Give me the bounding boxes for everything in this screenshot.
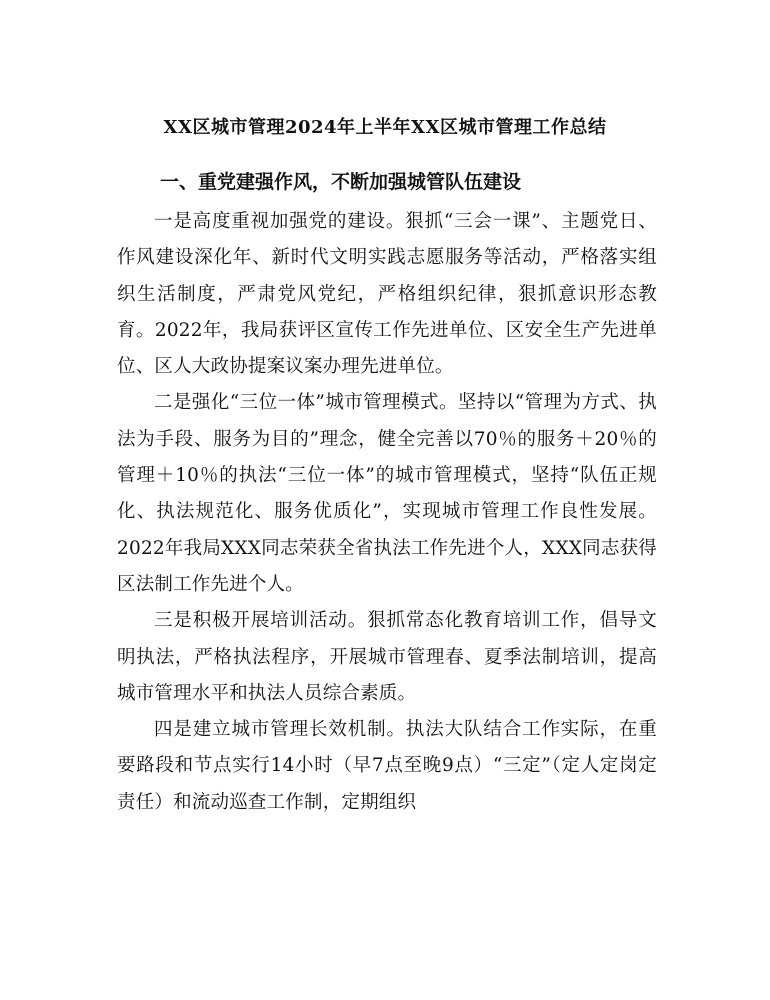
section-heading: 一、重党建强作风，不断加强城管队伍建设 [160, 171, 522, 193]
paragraph-2: 二是强化“三位一体”城市管理模式。坚持以“管理为方式、执法为手段、服务为目的”理念，健全完善以70％的服务＋20％的管理＋10％的执法“三位一体”的城市管理模式，坚持“队伍正规化、执法规范化、服务优质化”，实现城市管理工作良性发展。2022年我局XXX同志荣获全省执法工作先进个人，XXX同志获得区法制工作先进个人。 [117, 392, 657, 595]
paragraph-3: 三是积极开展培训活动。狠抓常态化教育培训工作，倡导文明执法，严格执法程序，开展城市管理春、夏季法制培训，提高城市管理水平和执法人员综合素质。 [117, 610, 657, 704]
document-body [117, 204, 657, 821]
paragraph-1: 一是高度重视加强党的建设。狠抓“三会一课”、主题党日、作风建设深化年、新时代文明实践志愿服务等活动，严格落实组织生活制度，严肃党风党纪，严格组织纪律，狠抓意识形态教育。2022年，我局获评区宣传工作先进单位、区安全生产先进单位、区人大政协提案议案办理先进单位。 [117, 211, 657, 378]
paragraph-4: 四是建立城市管理长效机制。执法大队结合工作实际，在重要路段和节点实行14小时（早7点至晚9点）“三定”（定人定岗定责任）和流动巡查工作制，定期组织 [117, 719, 657, 813]
document-title: XX区城市管理2024年上半年XX区城市管理工作总结 [163, 117, 607, 138]
